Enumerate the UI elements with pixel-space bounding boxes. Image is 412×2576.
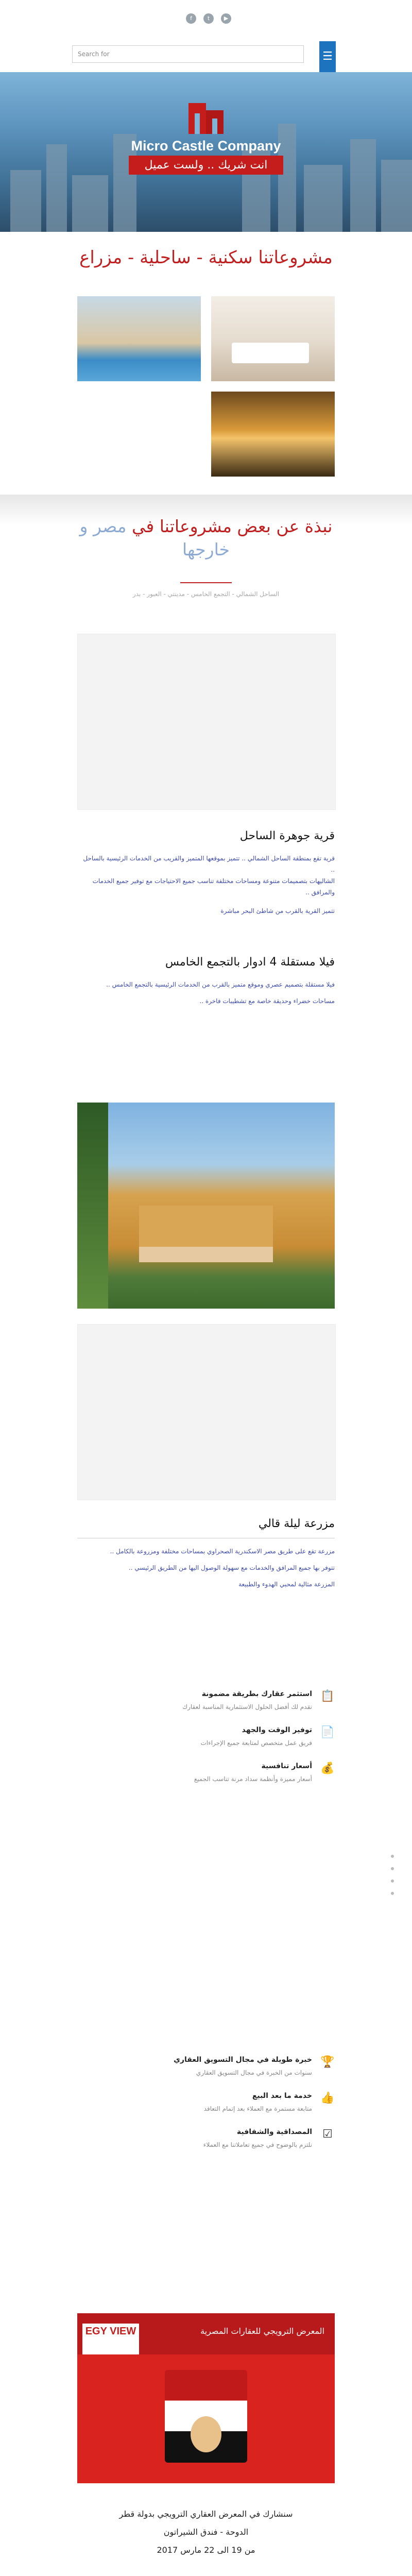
section-title: قرية جوهرة الساحل bbox=[239, 829, 335, 842]
event-text: سنشارك في المعرض العقاري الترويجي بدولة قطر bbox=[119, 2509, 293, 2519]
clipboard-icon: 📋 bbox=[320, 1690, 335, 1703]
feature-item: 📄 توفير الوقت والجهد فريق عمل متخصص لمتابعة جميع الإجراءات bbox=[200, 1726, 335, 1747]
event-text: الدوحة - فندق الشيراتون bbox=[163, 2527, 249, 2537]
feature-item: 📋 استثمر عقارك بطريقة مضمونة نقدم لك أفضل الحلول الاستثمارية المناسبة لعقارك bbox=[182, 1690, 335, 1710]
youtube-icon[interactable]: ▶ bbox=[221, 13, 231, 24]
breadcrumb: الساحل الشمالي - التجمع الخامس - مدينتي - العبور - بدر bbox=[132, 590, 280, 598]
search-input[interactable]: Search for bbox=[72, 45, 304, 63]
slider-dot[interactable] bbox=[391, 1879, 394, 1883]
section-text: قرية تقع بمنطقة الساحل الشمالي .. تتميز بموقعها المتميز والقريب من الخدمات الرئيسية بالساحل .. الشاليهات بتصميمات متنوعة ومساحات مختلفة تناسب جميع الاحتياجات مع توفير جميع الخدمات والمرافق .. تتميز القرية بالقرب من شاطئ البحر مباشرة bbox=[83, 855, 335, 914]
twitter-icon[interactable]: t bbox=[203, 13, 214, 24]
company-name: Micro Castle Company bbox=[131, 138, 281, 154]
project-photo-pool[interactable] bbox=[77, 296, 201, 381]
document-icon: 📄 bbox=[320, 1726, 335, 1739]
slider-dot[interactable] bbox=[391, 1855, 394, 1858]
section-text: فيلا مستقلة بتصميم عصري وموقع متميز بالقرب من الخدمات الرئيسية بالتجمع الخامس .. مساحات خضراء وحديقة خاصة مع تشطيبات فاخرة .. bbox=[106, 981, 335, 1005]
section-image-placeholder bbox=[77, 1324, 336, 1500]
checklist-icon: ☑ bbox=[322, 2128, 333, 2141]
feature-item: ☑ المصداقية والشفافية نلتزم بالوضوح في جميع تعاملاتنا مع العملاء bbox=[77, 2128, 335, 2159]
event-text: من 19 الى 22 مارس 2017 bbox=[157, 2545, 255, 2555]
section-title: مزرعة ليلة قالي bbox=[258, 1517, 335, 1530]
company-logo-icon bbox=[185, 98, 227, 135]
trophy-icon: 🏆 bbox=[320, 2056, 335, 2069]
event-banner[interactable] bbox=[77, 2313, 335, 2483]
social-links bbox=[185, 13, 232, 24]
slider-dot[interactable] bbox=[391, 1892, 394, 1895]
banner-caption: المعرض الترويجي للعقارات المصرية bbox=[200, 2326, 324, 2336]
slider-dots bbox=[391, 1855, 394, 1904]
about-title: نبذة عن بعض مشروعاتنا في مصر و خارجها bbox=[79, 516, 333, 560]
about-title-highlight: مصر و bbox=[79, 516, 127, 536]
villa-photo[interactable] bbox=[77, 1103, 335, 1309]
section-image-placeholder bbox=[77, 634, 336, 810]
project-photo-interior[interactable] bbox=[211, 296, 335, 381]
hero-tagline: انت شريك .. ولست عميل bbox=[129, 156, 283, 175]
coins-icon: 💰 bbox=[320, 1762, 335, 1775]
title-divider bbox=[180, 582, 232, 583]
feature-item: 🏆 خبرة طويلة في مجال التسويق العقاري سنوات من الخبرة في مجال التسويق العقاري bbox=[174, 2056, 335, 2076]
project-photo-sunset[interactable] bbox=[211, 392, 335, 477]
facebook-icon[interactable]: f bbox=[186, 13, 196, 24]
section-text: مزرعة تقع على طريق مصر الاسكندرية الصحراوي بمساحات مختلفة ومزروعة بالكامل .. تتوفر بها جميع المرافق والخدمات مع سهولة الوصول اليها من الطريق الرئيسي .. المزرعة مثالية لمحبي الهدوء والطبيعة bbox=[110, 1548, 335, 1588]
thumbs-up-icon: 👍 bbox=[320, 2092, 335, 2105]
feature-item: 👍 خدمة ما بعد البيع متابعة مستمرة مع العملاء بعد إتمام التعاقد bbox=[203, 2092, 335, 2112]
slider-dot[interactable] bbox=[391, 1867, 394, 1870]
egy-view-logo: EGY VIEW bbox=[82, 2324, 139, 2354]
feature-item: 💰 أسعار تنافسية أسعار مميزة وأنظمة سداد مرنة تناسب الجميع bbox=[194, 1762, 335, 1783]
section-title: فيلا مستقلة 4 ادوار بالتجمع الخامس bbox=[165, 956, 335, 969]
projects-title: مشروعاتنا سكنية - ساحلية - مزراع bbox=[79, 247, 333, 268]
hamburger-icon[interactable]: ☰ bbox=[319, 41, 336, 72]
